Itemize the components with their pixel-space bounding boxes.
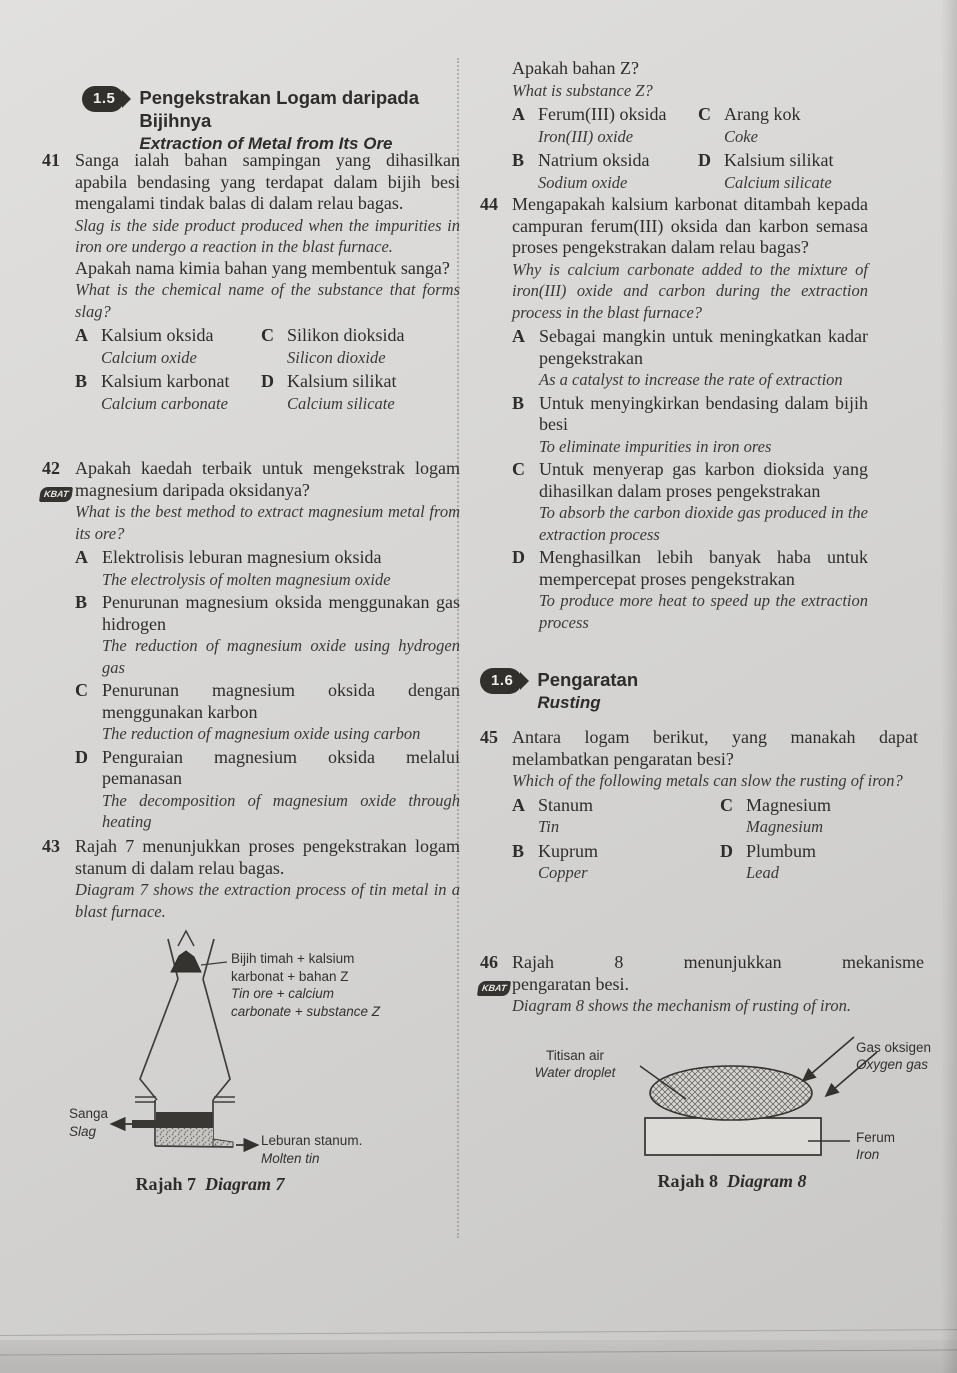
- option-text-malay: Kalsium oksida: [101, 325, 214, 345]
- question-43-continued: [512, 58, 936, 196]
- option-a: [75, 547, 460, 590]
- slag-outlet: [132, 1120, 156, 1128]
- option-text-malay: Silikon dioksida: [287, 325, 405, 345]
- option-a: [512, 104, 690, 147]
- question-stem-english: Which of the following metals can slow the rusting of iron?: [512, 771, 903, 790]
- option-letter: A: [512, 794, 525, 815]
- question-stem-malay: Rajah 7 menunjukkan proses pengekstrakan logam stanum di dalam relau bagas.: [75, 836, 460, 878]
- oxygen-arrow: [804, 1037, 854, 1080]
- option-letter: A: [75, 547, 88, 567]
- option-letter: D: [512, 547, 525, 567]
- slag-label-malay: Sanga: [69, 1106, 109, 1121]
- options-grid: [512, 795, 918, 887]
- option-text-english: The electrolysis of molten magnesium oxide: [102, 569, 391, 589]
- option-text-english: Sodium oxide: [538, 172, 628, 192]
- diagram-8-caption: [607, 1171, 857, 1192]
- water-droplet-label-malay: Titisan air: [545, 1047, 604, 1063]
- option-text-malay: Untuk menyingkirkan bendasing dalam bijih besi: [539, 392, 868, 434]
- option-letter: D: [261, 371, 274, 391]
- question-number: 43: [42, 836, 60, 856]
- section-header-1-5: [82, 86, 460, 155]
- question-text-english: What is the best method to extract magnesium metal from its ore?: [75, 502, 460, 543]
- question-text-malay: Apakah nama kimia bahan yang membentuk sanga?: [75, 257, 450, 278]
- question-stem-malay: Sanga ialah bahan sampingan yang dihasilkan apabila bendasing yang terdapat dalam bijih besi mengalami tindak balas di dalam relau bagas.: [75, 150, 460, 213]
- caption-english: Diagram 8: [727, 1170, 807, 1191]
- option-d: [75, 747, 460, 833]
- option-text-english: The reduction of magnesium oxide using carbon: [102, 724, 421, 743]
- section-1-5-badge: 1.5: [82, 86, 124, 112]
- question-41: [42, 150, 460, 417]
- molten-tin-label: [261, 1132, 362, 1167]
- rusting-diagram: [512, 1029, 942, 1224]
- option-text-malay: Natrium oksida: [538, 150, 650, 170]
- caption-english: Diagram 7: [205, 1174, 285, 1194]
- section-title-line2: Bijihnya: [139, 110, 212, 131]
- section-header-1-6: [480, 668, 880, 714]
- question-45: [480, 727, 918, 887]
- oxygen-gas-label: [856, 1039, 931, 1074]
- section-1-5-titles: [139, 86, 419, 155]
- option-b: [512, 150, 690, 193]
- option-text-malay: Elektrolisis leburan magnesium oksida: [102, 547, 382, 567]
- molten-tin-layer: [156, 1128, 213, 1146]
- kbat-badge: KBAT: [477, 981, 511, 996]
- question-43: [42, 836, 460, 1207]
- question-stem-english: Diagram 7 shows the extraction process of tin metal in a blast furnace.: [75, 880, 460, 921]
- feed-label-malay: Bijih timah + kalsium karbonat + bahan Z: [231, 951, 355, 984]
- option-b: [75, 371, 253, 414]
- section-1-6-titles: [537, 668, 638, 714]
- options-grid: [75, 325, 460, 417]
- option-text-english: Magnesium: [746, 817, 823, 836]
- question-number: 42 KBAT: [42, 458, 75, 835]
- option-text-malay: Penurunan magnesium oksida dengan menggunakan karbon: [102, 680, 460, 722]
- question-number: 46 KBAT: [480, 952, 512, 1224]
- iron-label-english: Iron: [856, 1147, 880, 1162]
- option-text-malay: Kalsium silikat: [287, 371, 397, 391]
- section-subtitle: Rusting: [537, 693, 601, 712]
- options-grid: [512, 104, 936, 196]
- option-b: [75, 592, 460, 678]
- option-text-english: Coke: [724, 126, 758, 146]
- option-b: [512, 841, 712, 884]
- options-list: [75, 547, 460, 833]
- option-text-malay: Penurunan magnesium oksida menggunakan gas hidrogen: [102, 592, 460, 634]
- section-1-6-badge: 1.6: [480, 668, 522, 694]
- option-text-malay: Sebagai mangkin untuk meningkatkan kadar pengekstrakan: [539, 326, 868, 368]
- slag-label: [69, 1105, 108, 1140]
- option-letter: B: [512, 840, 525, 861]
- option-text-english: Calcium oxide: [101, 347, 197, 367]
- molten-tin-label-english: Molten tin: [261, 1150, 320, 1166]
- option-text-malay: Penguraian magnesium oksida melalui pemanasan: [102, 746, 460, 788]
- question-text-english: What is substance Z?: [512, 80, 653, 100]
- option-d: [512, 547, 868, 633]
- option-letter: C: [261, 325, 274, 345]
- option-text-malay: Menghasilkan lebih banyak haba untuk mempercepat proses pengekstrakan: [539, 547, 868, 589]
- option-b: [512, 393, 868, 458]
- question-stem-english: Why is calcium carbonate added to the mixture of iron(III) oxide and carbon during the extraction process in the blast furnace?: [512, 259, 868, 322]
- option-letter: B: [75, 592, 88, 612]
- iron-bar: [645, 1118, 821, 1155]
- option-text-english: The decomposition of magnesium oxide through heating: [102, 790, 460, 831]
- option-text-english: Copper: [538, 863, 588, 882]
- option-text-malay: Arang kok: [724, 104, 801, 124]
- blast-furnace-diagram: [69, 929, 466, 1207]
- option-a: [512, 795, 712, 838]
- option-letter: A: [512, 326, 525, 346]
- option-letter: D: [75, 746, 88, 767]
- option-a: [75, 325, 253, 368]
- question-number: 41: [42, 150, 60, 170]
- option-text-malay: Kalsium karbonat: [101, 371, 230, 391]
- question-stem-malay: Antara logam berikut, yang manakah dapat melambatkan pengaratan besi?: [512, 727, 918, 769]
- option-c: [75, 680, 460, 745]
- option-c: [698, 104, 936, 147]
- question-44: [480, 194, 900, 635]
- option-text-malay: Ferum(III) oksida: [538, 104, 667, 124]
- question-42: [42, 458, 460, 835]
- molten-tin-label-malay: Leburan stanum.: [261, 1133, 363, 1148]
- option-text-malay: Kuprum: [538, 840, 598, 861]
- option-text-english: Lead: [746, 863, 779, 882]
- option-text-english: Calcium silicate: [724, 172, 832, 192]
- slag-layer: [156, 1112, 213, 1128]
- question-text-malay: Apakah kaedah terbaik untuk mengekstrak logam magnesium daripada oksidanya?: [75, 458, 460, 500]
- option-text-english: Silicon dioxide: [287, 347, 386, 367]
- oxygen-gas-label-english: Oxygen gas: [856, 1057, 929, 1072]
- option-a: [512, 326, 868, 391]
- option-letter: B: [512, 150, 525, 170]
- question-number: 45: [480, 727, 498, 747]
- option-letter: C: [512, 459, 525, 479]
- option-text-english: Iron(III) oxide: [538, 126, 634, 146]
- page-edge-line: [0, 1329, 957, 1336]
- option-text-english: Tin: [538, 817, 560, 836]
- option-letter: A: [75, 325, 88, 345]
- caption-malay: Rajah 8: [657, 1170, 718, 1191]
- section-title: Pengaratan: [537, 669, 639, 690]
- option-text-english: Calcium carbonate: [101, 393, 228, 413]
- option-text-malay: Magnesium: [746, 794, 831, 815]
- question-text-malay: Apakah bahan Z?: [512, 58, 639, 78]
- option-letter: B: [512, 392, 525, 413]
- option-text-english: As a catalyst to increase the rate of extraction: [539, 370, 843, 389]
- option-text-malay: Plumbum: [746, 840, 817, 861]
- feed-label-english: Tin ore + calcium carbonate + substance Z: [231, 986, 380, 1019]
- question-stem-malay: Mengapakah kalsium karbonat ditambah kepada campuran ferum(III) oksida dan karbon semasa proses pengekstrakan dalam relau bagas?: [512, 194, 868, 257]
- option-c: [261, 325, 460, 368]
- kbat-badge: KBAT: [39, 487, 73, 502]
- question-stem-english: Diagram 8 shows the mechanism of rusting of iron.: [512, 996, 852, 1015]
- section-subtitle: Extraction of Metal from Its Ore: [139, 134, 393, 153]
- option-letter: C: [720, 794, 733, 815]
- option-text-english: To produce more heat to speed up the extraction process: [539, 591, 868, 632]
- water-droplet-label-english: Water droplet: [534, 1065, 616, 1080]
- water-droplet-label: [514, 1047, 636, 1082]
- question-stem-malay-line1: Rajah 8 menunjukkan mekanisme: [512, 952, 924, 972]
- option-text-malay: Untuk menyerap gas karbon dioksida yang dihasilkan dalam proses pengekstrakan: [539, 459, 868, 501]
- option-letter: D: [720, 840, 733, 861]
- option-letter: D: [698, 150, 711, 170]
- page-stack-edge: [0, 1340, 957, 1373]
- option-c: [720, 795, 918, 838]
- question-46: [480, 952, 942, 1224]
- water-droplet: [650, 1066, 812, 1120]
- option-d: [698, 150, 936, 193]
- feed-label: [231, 950, 383, 1020]
- diagram-7-caption: [95, 1174, 325, 1195]
- options-list: [512, 326, 868, 633]
- question-stem-english: Slag is the side product produced when the impurities in iron ore undergo a reaction in the blast furnace.: [75, 215, 460, 256]
- option-text-malay: Kalsium silikat: [724, 150, 834, 170]
- option-d: [720, 841, 918, 884]
- option-c: [512, 459, 868, 545]
- question-stem-malay-line2: pengaratan besi.: [512, 973, 629, 994]
- question-text-english: What is the chemical name of the substance that forms slag?: [75, 280, 460, 321]
- option-letter: C: [698, 104, 711, 124]
- iron-label-malay: Ferum: [856, 1129, 896, 1145]
- question-number: 44: [480, 194, 498, 214]
- iron-label: [856, 1129, 895, 1164]
- slag-label-english: Slag: [69, 1123, 97, 1139]
- option-text-english: To eliminate impurities in iron ores: [539, 436, 772, 456]
- option-text-malay: Stanum: [538, 794, 594, 815]
- option-letter: B: [75, 371, 88, 391]
- option-text-english: To absorb the carbon dioxide gas produced in the extraction process: [539, 503, 868, 544]
- oxygen-gas-label-malay: Gas oksigen: [856, 1039, 932, 1055]
- option-letter: A: [512, 104, 525, 124]
- option-d: [261, 371, 460, 414]
- section-title: Pengekstrakan Logam daripada: [139, 87, 420, 108]
- caption-malay: Rajah 7: [135, 1174, 196, 1194]
- option-letter: C: [75, 680, 88, 700]
- option-text-english: The reduction of magnesium oxide using hydrogen gas: [102, 636, 460, 677]
- option-text-english: Calcium silicate: [287, 393, 395, 413]
